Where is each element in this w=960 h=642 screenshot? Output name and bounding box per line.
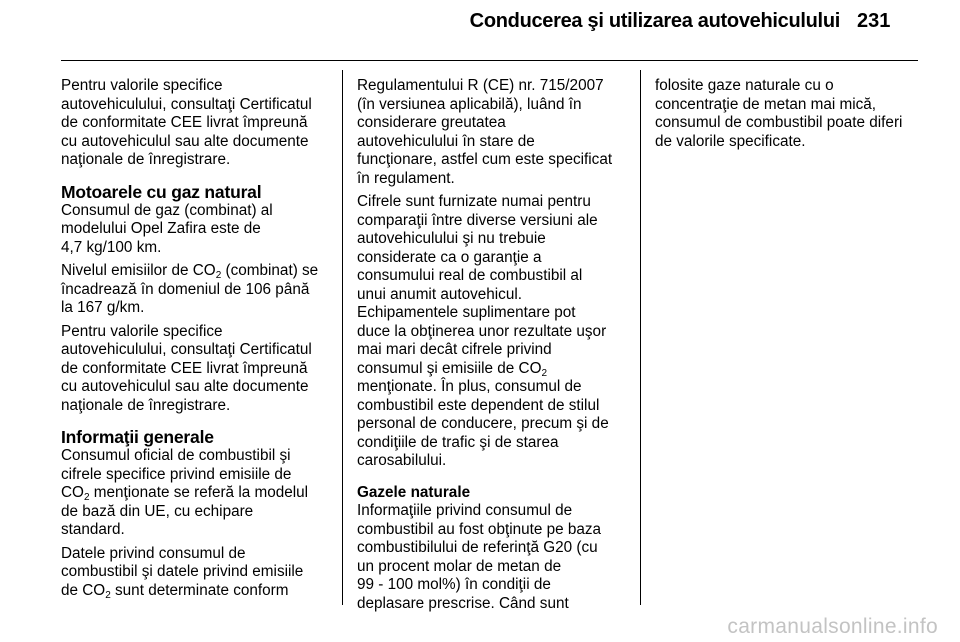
page-header-title: Conducerea şi utilizarea autovehiculului: [469, 10, 840, 32]
column-divider-1: [342, 70, 343, 605]
watermark: carmanualsonline.info: [727, 615, 938, 638]
paragraph-co2-emissions: Nivelul emisiilor de $CO_2$ (combinat) se încadrează în domeniul de 106 până la 167 g/km.: [61, 262, 319, 316]
paragraph-official-consumption: Consumul oficial de combustibil şi cifrele specifice privind emisiile de $CO_2$ menţionate se referă la modelul de bază din UE, cu echipare standard.: [61, 447, 309, 538]
paragraph-specific-values: Pentru valorile specifice autovehiculului, consultaţi Certificatul de conformitate CEE livrat împreună cu autovehiculul sau alte documente naţionale de înregistrare.: [61, 77, 312, 168]
text-column-3: [655, 77, 921, 156]
page-number: 231: [857, 10, 891, 32]
paragraph-specific-values-repeat: Pentru valorile specifice autovehiculului, consultaţi Certificatul de conformitate CEE livrat împreună cu autovehiculul sau alte documente naţionale de înregistrare.: [61, 322, 312, 414]
heading-natural-gases: Gazele naturale: [357, 483, 471, 501]
text-column-1: [61, 77, 327, 605]
heading-general-information: Informaţii generale: [61, 427, 214, 447]
paragraph-consumption-data: Datele privind consumul de combustibil şi datele privind emisiile de $CO_2$ sunt determinate conform: [61, 544, 304, 601]
paragraph-methane-concentration: folosite gaze naturale cu o concentraţie de metan mai mică, consumul de combustibil poate diferi de valorile specificate.: [655, 77, 903, 150]
paragraph-figures-comparison: Cifrele sunt furnizate numai pentru comparaţii între diverse versiuni ale autovehiculului şi nu trebuie considerate ca o garanţie a consumului real de combustibil al unui anumit autovehicul. Echipamentele suplimentare pot duce la obţinerea unor rezultate uşor mai mari decât cifrele privind consumul şi emisiile de $CO_2$ menţionate. În plus, consumul de combustibil este dependent de stilul personal de conducere, precum şi de condiţiile de trafic şi de starea carosabilului.: [357, 193, 609, 469]
paragraph-regulation: Regulamentului R (CE) nr. 715/2007 (în versiunea aplicabilă), luând în considerare greutatea autovehiculului în stare de funcţionare, astfel cum este specificat în regulament.: [357, 77, 613, 187]
paragraph-reference-fuel: Informaţiile privind consumul de combustibil au fost obţinute pe baza combustibilului de referinţă G20 (cu un procent molar de metan de 99 - 100 mol%) în condiţii de deplasare prescrise. Când sunt: [357, 502, 602, 612]
heading-natural-gas-engines: Motoarele cu gaz natural: [61, 181, 262, 202]
paragraph-gas-consumption: Consumul de gaz (combinat) al modelului Opel Zafira este de 4,7 kg/100 km.: [61, 201, 273, 256]
column-divider-2: [640, 70, 641, 605]
text-column-2: [357, 77, 623, 618]
header-divider: [61, 60, 918, 61]
